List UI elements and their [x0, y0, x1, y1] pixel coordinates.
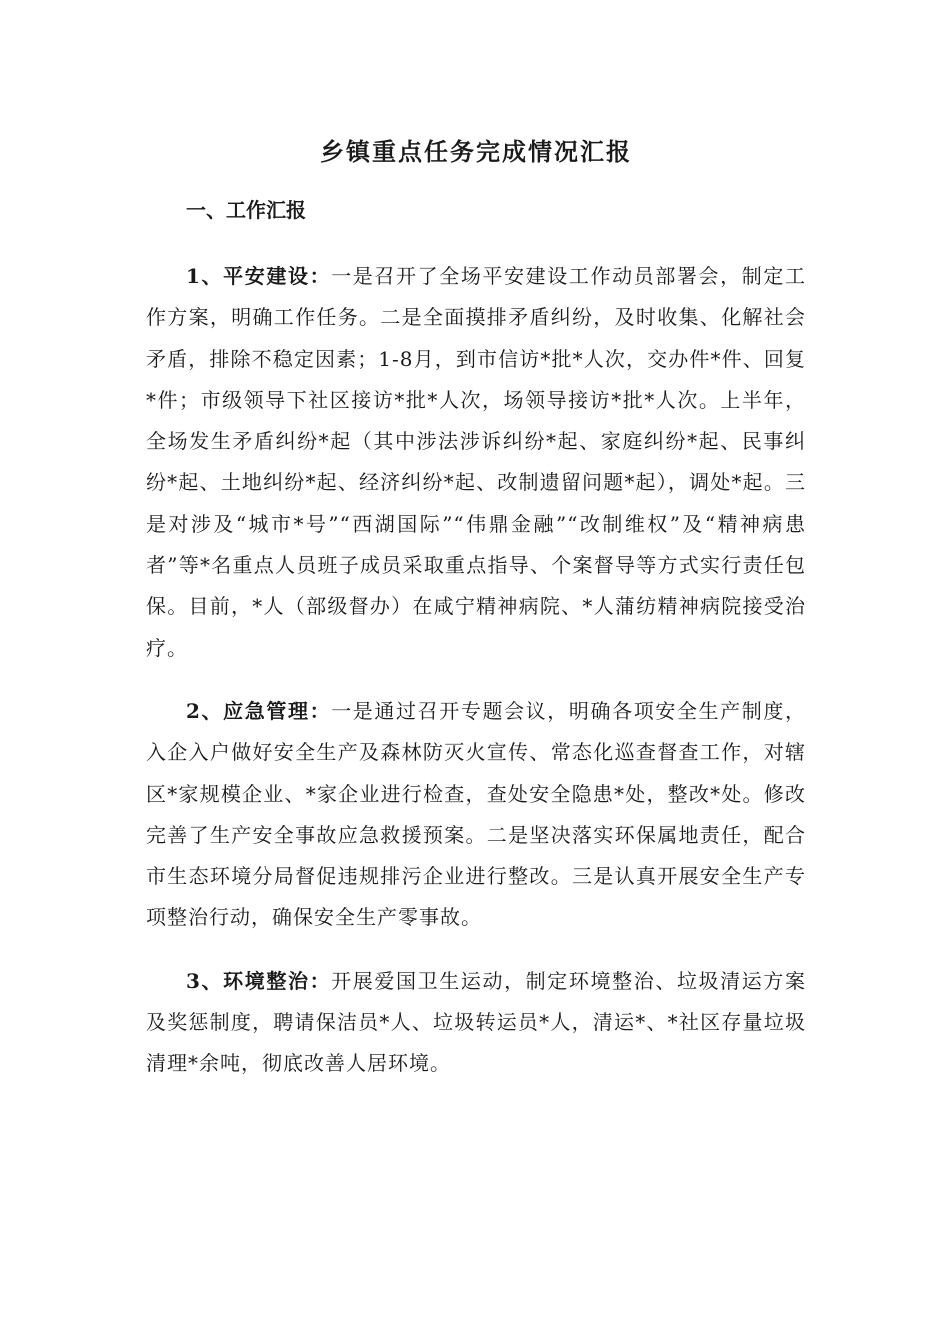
paragraph-text: 开展爱国卫生运动，制定环境整治、垃圾清运方案及奖惩制度，聘请保洁员*人、垃圾转运员*人，清运*、*社区存量垃圾清理*余吨，彻底改善人居环境。	[146, 968, 806, 1076]
paragraph-lead: 1、平安建设：	[186, 264, 332, 288]
paragraph-lead: 2、应急管理：	[186, 698, 332, 723]
paragraph-text: 一是通过召开专题会议，明确各项安全生产制度，入企入户做好安全生产及森林防灭火宣传、常态化巡查督查工作，对辖区*家规模企业、*家企业进行检查，查处安全隐患*处，整改*处。修改完善了生产安全事故应急救援预案。二是坚决落实环保属地责任，配合市生态环境分局督促违规排污企业进行整改。三是认真开展安全生产专项整治行动，确保安全生产零事故。	[146, 698, 806, 930]
document-title: 乡镇重点任务完成情况汇报	[320, 137, 632, 166]
section-heading: 一、工作汇报	[186, 198, 306, 222]
paragraph-emergency	[146, 691, 806, 939]
document-page	[146, 130, 806, 1107]
paragraph-safety	[146, 256, 806, 669]
paragraph-lead: 3、环境整治：	[186, 968, 332, 993]
paragraph-environment	[146, 961, 806, 1085]
paragraph-text: 一是召开了全场平安建设工作动员部署会，制定工作方案，明确工作任务。二是全面摸排矛盾纠纷，及时收集、化解社会矛盾，排除不稳定因素；1-8月，到市信访*批*人次，交办件*件、回复*件；市级领导下社区接访*批*人次，场领导接访*批*人次。上半年，全场发生矛盾纠纷*起（其中涉法涉诉纠纷*起、家庭纠纷*起、民事纠纷*起、土地纠纷*起、经济纠纷*起、改制遗留问题*起），调处*起。三是对涉及“城市*号”“西湖国际”“伟鼎金融”“改制维权”及“精神病患者”等*名重点人员班子成员采取重点指导、个案督导等方式实行责任包保。目前，*人（部级督办）在咸宁精神病院、*人蒲纺精神病院接受治疗。	[146, 264, 806, 660]
